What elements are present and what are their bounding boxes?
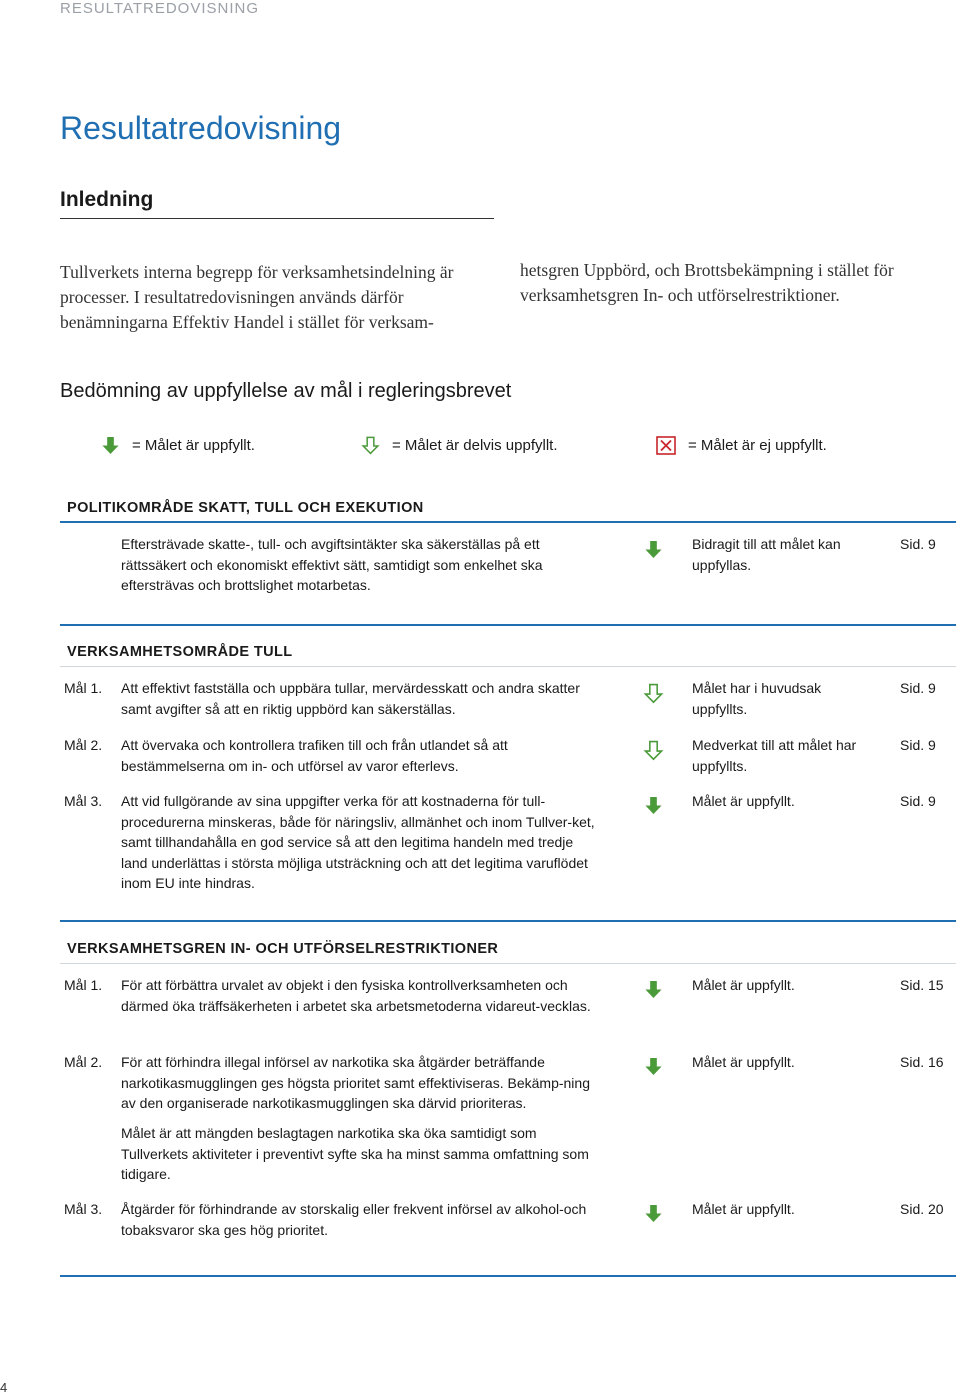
section-divider [60, 1275, 956, 1277]
page-reference: Sid. 9 [900, 793, 936, 809]
goal-number: Mål 3. [64, 1201, 103, 1217]
goal-description: Åtgärder för förhindrande av storskalig eller frekvent införsel av alkohol-och tobaksvaror ska ges hög prioritet. [121, 1201, 587, 1238]
goal-description: Att vid fullgörande av sina uppgifter verka för att kostnaderna för tull-procedurerna minskeras, både för näringsliv, allmänhet och inom Tullver-ket, samt tillhandahålla en god service så att den legitima handeln med tredje land underlättas i största möjliga utsträckning och att det legitima varuflödet inom EU inte hindras. [121, 793, 595, 891]
running-head: RESULTATREDOVISNING [60, 0, 260, 17]
section-divider [60, 920, 956, 922]
goal-status: Målet är uppfyllt. [692, 1054, 795, 1070]
section-divider [60, 521, 956, 523]
arrow-down-filled-icon [644, 980, 663, 999]
section-divider [60, 666, 956, 667]
page-reference: Sid. 9 [900, 680, 936, 696]
arrow-down-outline-icon [643, 740, 664, 761]
goal-status: Bidragit till att målet kan uppfyllas. [692, 536, 841, 573]
legend-fulfilled [101, 436, 255, 455]
page-reference: Sid. 16 [900, 1054, 944, 1070]
legend-label: = Målet är delvis uppfyllt. [392, 437, 558, 454]
intro-heading: Inledning [60, 188, 154, 211]
page-title: Resultatredovisning [60, 110, 342, 146]
arrow-down-filled-icon [644, 540, 663, 559]
intro-text-right: hetsgren Uppbörd, och Brottsbekämpning i stället för verksamhetsgren In- och utförselrestriktioner. [520, 260, 894, 305]
arrow-down-filled-icon [644, 796, 663, 815]
arrow-down-filled-icon [101, 436, 120, 455]
page-number: 4 [0, 1380, 8, 1395]
section-heading: VERKSAMHETSGREN IN- OCH UTFÖRSELRESTRIKTIONER [67, 941, 499, 957]
goal-description: För att förhindra illegal införsel av narkotika ska åtgärder beträffande narkotikasmugglingen ges högsta prioritet samt effektiviseras. Bekämp-ning av den organiserade narkotikasmugglingen ska därvid prioriteras. [121, 1054, 590, 1111]
goal-number: Mål 2. [64, 1054, 103, 1070]
section-heading: VERKSAMHETSOMRÅDE TULL [67, 644, 293, 660]
section-divider [60, 624, 956, 626]
goal-number: Mål 3. [64, 793, 103, 809]
arrow-down-outline-icon [643, 683, 664, 704]
arrow-down-filled-icon [644, 1204, 663, 1223]
arrow-down-outline-icon [361, 436, 380, 455]
page-reference: Sid. 15 [900, 977, 944, 993]
goal-status: Målet är uppfyllt. [692, 793, 795, 809]
page-reference: Sid. 9 [900, 536, 936, 552]
goal-status: Målet är uppfyllt. [692, 1201, 795, 1217]
goal-description-continued: Målet är att mängden beslagtagen narkotika ska öka samtidigt som Tullverkets aktiviteter i preventivt syfte ska ha minst samma omfattning som tidigare. [121, 1125, 589, 1182]
section-divider [60, 963, 956, 964]
page-reference: Sid. 20 [900, 1201, 944, 1217]
legend-label: = Målet är ej uppfyllt. [688, 437, 827, 454]
goal-number: Mål 1. [64, 977, 103, 993]
goal-description: Att effektivt fastställa och uppbära tullar, mervärdesskatt och andra skatter samt avgifter så att en riktig uppbörd kan säkerställas. [121, 680, 580, 717]
legend-label: = Målet är uppfyllt. [132, 437, 255, 454]
goal-status: Medverkat till att målet har uppfyllts. [692, 737, 857, 774]
legend-partially-fulfilled [361, 436, 558, 455]
intro-divider [60, 218, 494, 219]
goal-status: Målet har i huvudsak uppfyllts. [692, 680, 822, 717]
goal-description: För att förbättra urvalet av objekt i den fysiska kontrollverksamheten och därmed öka träffsäkerheten i arbetet ska arbetsmetoderna vidareut-vecklas. [121, 977, 591, 1014]
intro-text-left: Tullverkets interna begrepp för verksamhetsindelning är processer. I resultatredovisningen används därför benämningarna Effektiv Handel i stället för verksam- [60, 262, 454, 332]
goal-number: Mål 2. [64, 737, 103, 753]
section-heading: POLITIKOMRÅDE SKATT, TULL OCH EXEKUTION [67, 500, 424, 516]
goal-description: Att övervaka och kontrollera trafiken till och från utlandet så att bestämmelserna om in- och utförsel av varor efterlevs. [121, 737, 508, 774]
goal-number: Mål 1. [64, 680, 103, 696]
legend-not-fulfilled [656, 436, 827, 455]
assessment-heading: Bedömning av uppfyllelse av mål i regleringsbrevet [60, 380, 512, 402]
page-reference: Sid. 9 [900, 737, 936, 753]
arrow-down-filled-icon [644, 1057, 663, 1076]
goal-status: Målet är uppfyllt. [692, 977, 795, 993]
cross-box-icon [656, 436, 676, 455]
goal-description: Eftersträvade skatte-, tull- och avgiftsintäkter ska säkerställas på ett rättssäkert och ekonomiskt effektivt sätt, samtidigt som enkelhet ska eftersträvas och brottslighet motarbetas. [121, 536, 543, 593]
